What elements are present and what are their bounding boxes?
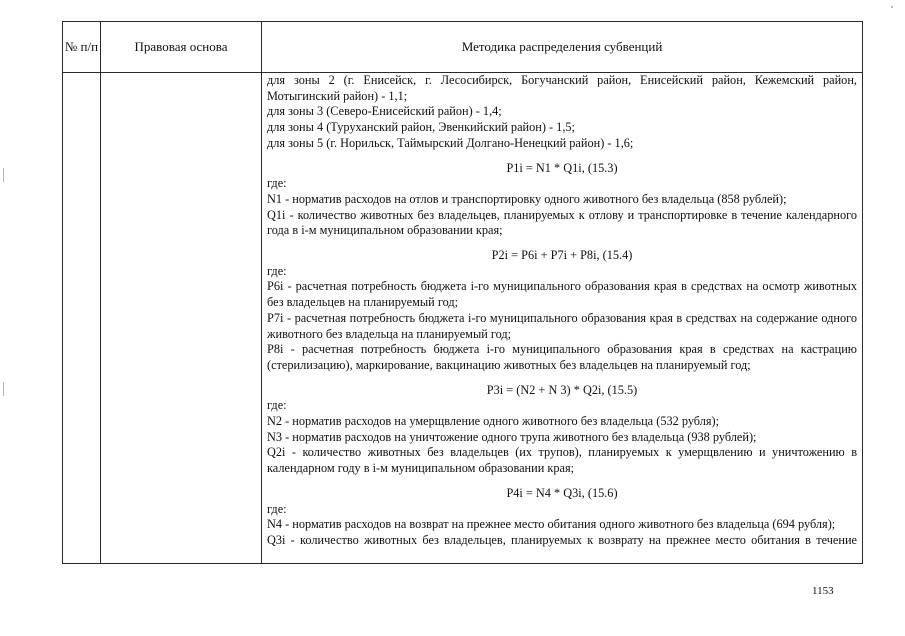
definition-n4: N4 - норматив расходов на возврат на прежнее место обитания одного животного без владельца (694 рубля); — [267, 517, 836, 532]
scan-artifact — [891, 6, 893, 8]
definition-p6i: P6i - расчетная потребность бюджета i-го муниципального образования края в средствах на осмотр животных без владельцев на планируемый год; — [267, 279, 857, 310]
zone2-coefficient: для зоны 2 (г. Енисейск, г. Лесосибирск, Богучанский район, Енисейский район, Кежемский район, Мотыгинский район) - 1,1; — [267, 73, 857, 103]
column-divider — [100, 22, 101, 563]
formula-15-4: P2i = P6i + P7i + P8i, (15.4) — [491, 248, 633, 263]
where-label: где: — [267, 176, 287, 191]
header-method-cell — [262, 22, 862, 72]
definition-n3: N3 - норматив расходов на уничтожение одного трупа животного без владельца (938 рублей); — [267, 429, 757, 444]
methodology-text — [267, 73, 857, 549]
header-number: № п/п — [64, 39, 99, 54]
definition-q2i: Q2i - количество животных без владельцев (их трупов), планируемых к умерщвлению и уничтожению в календарном году в i-м муниципальном образовании края; — [267, 445, 857, 476]
zone5-coefficient: для зоны 5 (г. Норильск, Таймырский Долгано-Ненецкий район) - 1,6; — [267, 135, 634, 150]
formula-15-5: P3i = (N2 + N 3) * Q2i, (15.5) — [486, 382, 638, 397]
scan-artifact — [3, 382, 4, 396]
header-legal-basis: Правовая основа — [134, 39, 228, 54]
header-legal-cell — [101, 22, 261, 72]
definition-q1i: Q1i - количество животных без владельцев, планируемых к отлову и транспортировке в течение календарного года в i-м муниципальном образовании края; — [267, 207, 857, 238]
page-number: 1153 — [812, 585, 834, 597]
definition-n2: N2 - норматив расходов на умерщвление одного животного без владельца (532 рубля); — [267, 414, 720, 429]
formula-15-3: P1i = N1 * Q1i, (15.3) — [506, 160, 618, 175]
definition-n1: N1 - норматив расходов на отлов и транспортировку одного животного без владельца (858 рублей); — [267, 191, 787, 206]
zone4-coefficient: для зоны 4 (Туруханский район, Эвенкийский район) - 1,5; — [267, 120, 575, 135]
definition-q3i: Q3i - количество животных без владельцев, планируемых к возврату на прежнее место обитания в течение — [267, 532, 857, 547]
where-label: где: — [267, 263, 287, 278]
header-number-cell — [63, 22, 100, 72]
where-label: где: — [267, 501, 287, 516]
scan-artifact — [3, 168, 4, 182]
definition-p8i: P8i - расчетная потребность бюджета i-го муниципального образования края в средствах на кастрацию (стерилизацию), маркирование, вакцинацию животных без владельцев на планируемый год; — [267, 342, 857, 372]
formula-15-6: P4i = N4 * Q3i, (15.6) — [506, 485, 618, 500]
where-label: где: — [267, 398, 287, 413]
definition-p7i: P7i - расчетная потребность бюджета i-го муниципального образования края в средствах на содержание одного животного без владельца на планируемый год; — [267, 310, 857, 341]
column-divider — [261, 22, 262, 563]
subvention-table — [62, 21, 863, 564]
header-methodology: Методика распределения субвенций — [461, 39, 663, 54]
zone3-coefficient: для зоны 3 (Северо-Енисейский район) - 1,4; — [267, 104, 502, 119]
